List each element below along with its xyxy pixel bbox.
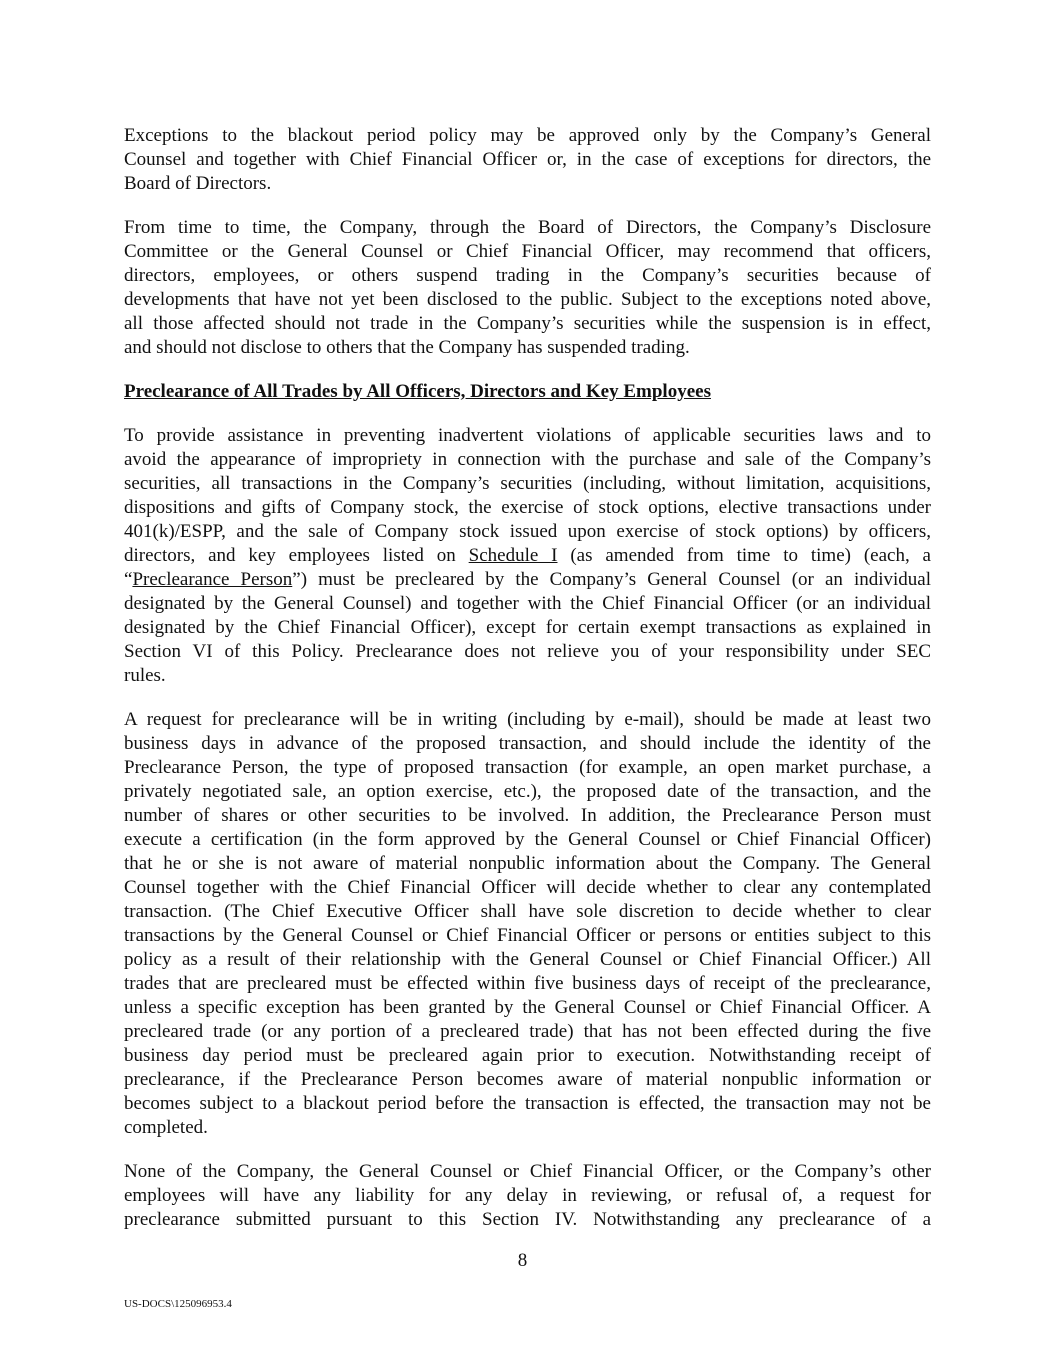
text-line: Counsel and together with Chief Financial Officer or, in the case of exceptions for directors, the: [124, 149, 931, 170]
text-line: Preclearance Person, the type of proposed transaction (for example, an open market purchase, a: [124, 757, 931, 778]
defined-term: Schedule I: [468, 545, 558, 566]
text-line: becomes subject to a blackout period before the transaction is effected, the transaction may not be: [124, 1093, 931, 1114]
text-line: 401(k)/ESPP, and the sale of Company stock issued upon exercise of stock options) by officers,: [124, 521, 931, 542]
text-line: Counsel together with the Chief Financial Officer will decide whether to clear any contemplated: [124, 877, 931, 898]
text-line: business day period must be precleared again prior to execution. Notwithstanding receipt of: [124, 1045, 931, 1066]
text-segment: directors, and key employees listed on: [124, 545, 469, 566]
text-line: designated by the Chief Financial Officer), except for certain exempt transactions as explained in: [124, 617, 931, 638]
document-body: [124, 124, 931, 1252]
text-line: execute a certification (in the form approved by the General Counsel or Chief Financial Officer): [124, 829, 931, 850]
text-line: To provide assistance in preventing inadvertent violations of applicable securities laws and to: [124, 425, 931, 446]
text-segment: (as amended from time to time) (each, a: [557, 545, 931, 566]
text-line: all those affected should not trade in the Company’s securities while the suspension is in effect,: [124, 313, 931, 334]
text-line: that he or she is not aware of material nonpublic information about the Company. The General: [124, 853, 931, 874]
document-id-footer: US-DOCS\125096953.4: [124, 1298, 232, 1310]
paragraph: [124, 1160, 931, 1232]
text-line: [124, 568, 931, 592]
text-line: unless a specific exception has been granted by the General Counsel or Chief Financial Officer. A: [124, 997, 931, 1018]
text-line: number of shares or other securities to be involved. In addition, the Preclearance Person must: [124, 805, 931, 826]
text-line: preclearance, if the Preclearance Person becomes aware of material nonpublic information or: [124, 1069, 931, 1090]
text-line: directors, employees, or others suspend trading in the Company’s securities because of: [124, 265, 931, 286]
paragraphs-after-heading: [124, 424, 931, 1232]
paragraph: [124, 708, 931, 1140]
text-line: employees will have any liability for any delay in reviewing, or refusal of, a request for: [124, 1185, 931, 1206]
text-segment: “: [124, 569, 133, 590]
text-line: developments that have not yet been disclosed to the public. Subject to the exceptions noted above,: [124, 289, 931, 310]
text-line: transaction. (The Chief Executive Officer shall have sole discretion to decide whether to clear: [124, 901, 931, 922]
paragraphs-before-heading: [124, 124, 931, 360]
page-number: 8: [517, 1250, 528, 1271]
text-line: transactions by the General Counsel or Chief Financial Officer or persons or entities subject to this: [124, 925, 931, 946]
text-line: From time to time, the Company, through the Board of Directors, the Company’s Disclosure: [124, 217, 931, 238]
text-line: Exceptions to the blackout period policy may be approved only by the Company’s General: [124, 125, 931, 146]
text-line: securities, all transactions in the Company’s securities (including, without limitation, acquisitions,: [124, 473, 931, 494]
text-line: Board of Directors.: [124, 173, 272, 194]
text-line: dispositions and gifts of Company stock, the exercise of stock options, elective transactions under: [124, 497, 931, 518]
text-line: None of the Company, the General Counsel or Chief Financial Officer, or the Company’s other: [124, 1161, 931, 1182]
text-line: A request for preclearance will be in writing (including by e-mail), should be made at least two: [124, 709, 931, 730]
paragraph: [124, 424, 931, 688]
text-line: rules.: [124, 665, 166, 686]
paragraph: [124, 216, 931, 360]
text-line: precleared trade (or any portion of a precleared trade) that has not been effected during the five: [124, 1021, 931, 1042]
text-line: Section VI of this Policy. Preclearance does not relieve you of your responsibility under SEC: [124, 641, 931, 662]
defined-term: Preclearance Person: [132, 569, 293, 590]
text-line: privately negotiated sale, an option exercise, etc.), the proposed date of the transaction, and the: [124, 781, 931, 802]
paragraph: [124, 124, 931, 196]
section-heading: Preclearance of All Trades by All Officers, Directors and Key Employees: [124, 381, 711, 402]
text-line: avoid the appearance of impropriety in connection with the purchase and sale of the Company’s: [124, 449, 931, 470]
text-line: policy as a result of their relationship with the General Counsel or Chief Financial Officer.) All: [124, 949, 931, 970]
text-line: business days in advance of the proposed transaction, and should include the identity of the: [124, 733, 931, 754]
text-line: designated by the General Counsel) and together with the Chief Financial Officer (or an individual: [124, 593, 931, 614]
text-line: Committee or the General Counsel or Chief Financial Officer, may recommend that officers,: [124, 241, 931, 262]
text-segment: ”) must be precleared by the Company’s General Counsel (or an individual: [292, 569, 931, 590]
text-line: [124, 544, 931, 568]
text-line: preclearance submitted pursuant to this Section IV. Notwithstanding any preclearance of a: [124, 1209, 931, 1230]
text-line: completed.: [124, 1117, 208, 1138]
text-line: trades that are precleared must be effected within five business days of receipt of the preclearance,: [124, 973, 931, 994]
text-line: and should not disclose to others that the Company has suspended trading.: [124, 337, 690, 358]
